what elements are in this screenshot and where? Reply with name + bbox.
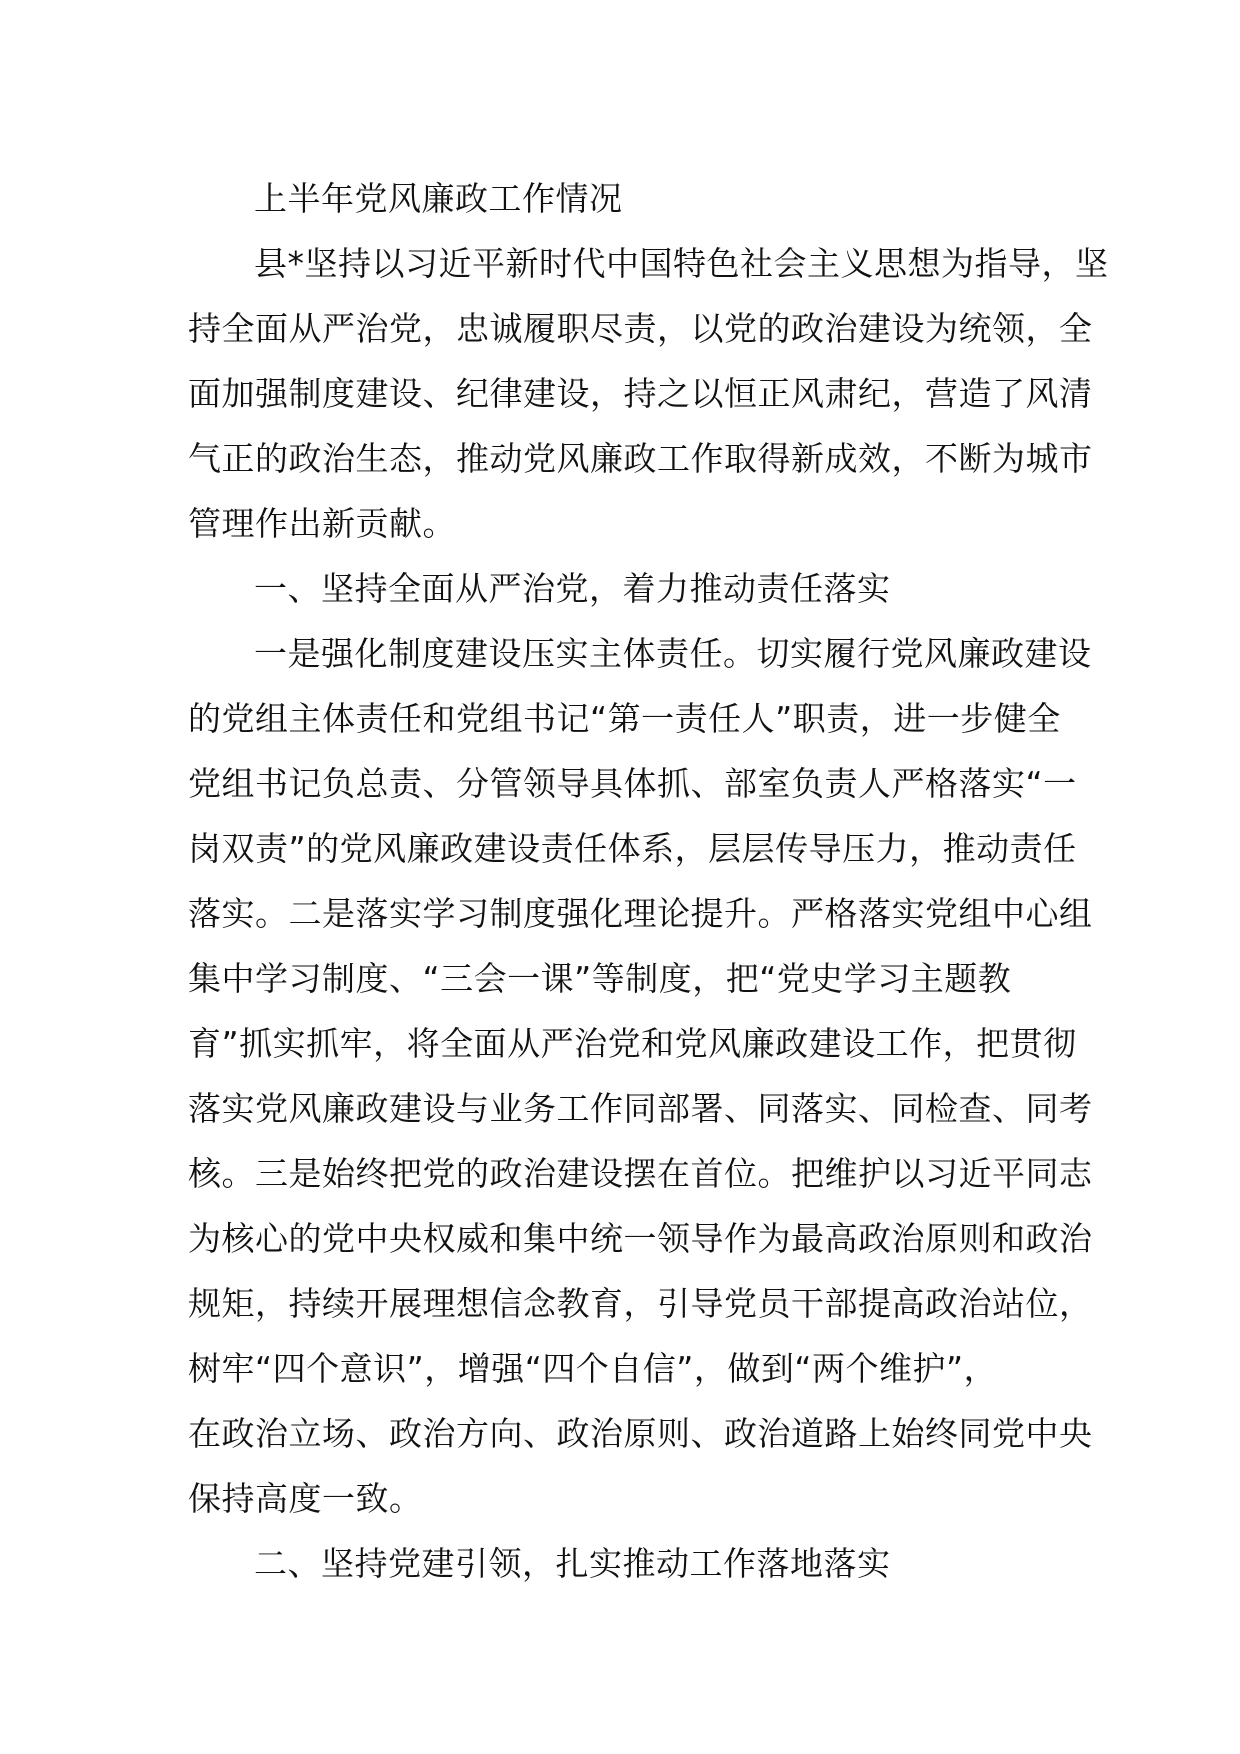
- intro-paragraph: [188, 231, 1109, 556]
- paragraph-line: 气正的政治生态，推动党风廉政工作取得新成效，不断为城市: [188, 439, 1093, 478]
- paragraph-line: 面加强制度建设、纪律建设，持之以恒正风肃纪，营造了风清: [188, 374, 1093, 413]
- paragraph-line: 管理作出新贡献。: [188, 504, 456, 543]
- paragraph-line: 持全面从严治党，忠诚履职尽责，以党的政治建设为统领，全: [188, 309, 1093, 348]
- paragraph-line: 保持高度一致。: [188, 1479, 423, 1518]
- paragraph-line: 的党组主体责任和党组书记“第一责任人”职责，进一步健全: [188, 699, 1061, 738]
- paragraph-line: 集中学习制度、“三会一课”等制度，把“党史学习主题教: [188, 959, 1012, 998]
- paragraph-line: 党组书记负总责、分管领导具体抓、部室负责人严格落实“一: [188, 764, 1077, 803]
- paragraph-line: 落实党风廉政建设与业务工作同部署、同落实、同检查、同考: [188, 1089, 1093, 1128]
- paragraph-line: 岗双责”的党风廉政建设责任体系，层层传导压力，推动责任: [188, 829, 1077, 868]
- section-heading-1: 一、坚持全面从严治党，着力推动责任落实: [254, 569, 891, 608]
- document-title: 上半年党风廉政工作情况: [254, 179, 623, 218]
- paragraph-line: 核。三是始终把党的政治建设摆在首位。把维护以习近平同志: [188, 1154, 1093, 1193]
- section-heading-2: 二、坚持党建引领，扎实推动工作落地落实: [254, 1544, 891, 1583]
- document-page: [188, 166, 1109, 1596]
- paragraph-line: 县*坚持以习近平新时代中国特色社会主义思想为指导，坚: [254, 244, 1109, 283]
- paragraph-line: 一是强化制度建设压实主体责任。切实履行党风廉政建设: [254, 634, 1092, 673]
- paragraph-line: 落实。二是落实学习制度强化理论提升。严格落实党组中心组: [188, 894, 1093, 933]
- paragraph-line: 为核心的党中央权威和集中统一领导作为最高政治原则和政治: [188, 1219, 1093, 1258]
- paragraph-line: 树牢“四个意识”，增强“四个自信”，做到“两个维护”，: [188, 1349, 998, 1388]
- paragraph-line: 在政治立场、政治方向、政治原则、政治道路上始终同党中央: [188, 1414, 1093, 1453]
- paragraph-line: 育”抓实抓牢，将全面从严治党和党风廉政建设工作，把贯彻: [188, 1024, 1077, 1063]
- section-1-body: [188, 621, 1093, 1531]
- paragraph-line: 规矩，持续开展理想信念教育，引导党员干部提高政治站位，: [188, 1284, 1093, 1323]
